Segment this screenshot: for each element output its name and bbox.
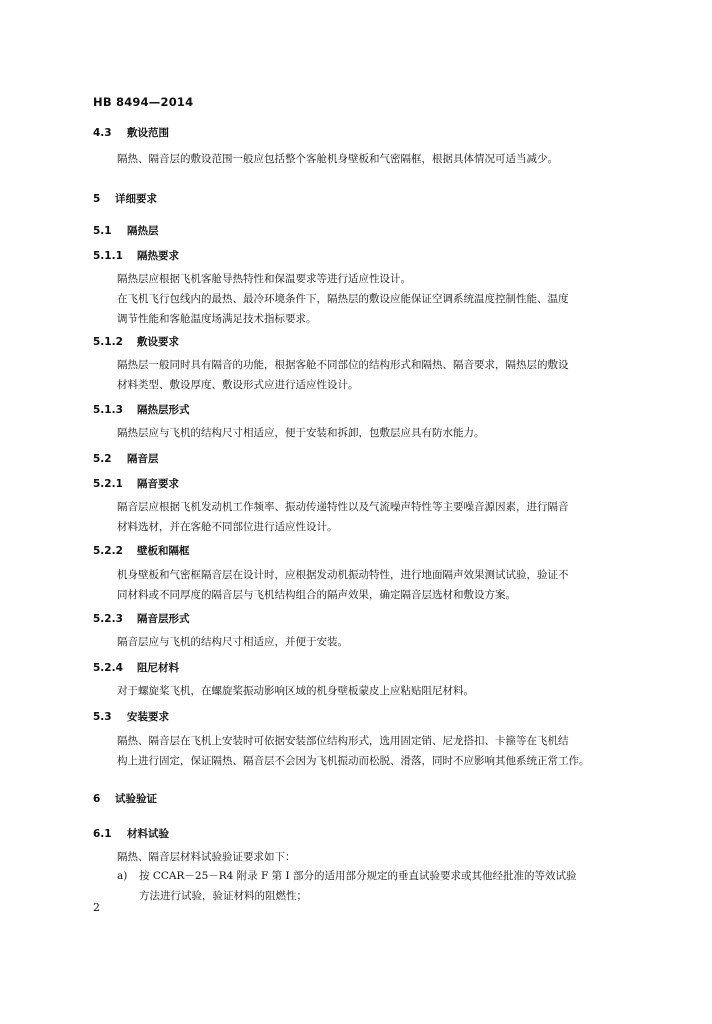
section-number: 5.2: [93, 453, 112, 465]
heading-6-1: [93, 826, 169, 841]
section-title: 隔音要求: [137, 478, 179, 490]
paragraph-line: 机身壁板和气密框隔音层在设计时，应根据发动机振动特性，进行地面隔声效果测试试验，验证不: [117, 569, 569, 581]
section-number: 6.1: [93, 828, 112, 840]
section-number: 6: [93, 793, 101, 805]
heading-5-1-3: [93, 402, 190, 417]
page-number: 2: [93, 901, 100, 914]
section-number: 5.1: [93, 225, 112, 237]
section-number: 5: [93, 193, 101, 205]
paragraph-line: 在飞机飞行包线内的最热、最冷环境条件下，隔热层的敷设应能保证空调系统温度控制性能、温度: [117, 293, 569, 305]
paragraph-line: 调节性能和客舱温度场满足技术指标要求。: [117, 313, 317, 325]
list-item-a: [117, 866, 576, 886]
heading-5-2: [93, 451, 159, 466]
section-title: 隔热层形式: [137, 404, 190, 416]
paragraph-5-1-1-b: [117, 289, 622, 329]
section-number: 5.2.2: [93, 545, 123, 557]
list-item-text: 方法进行试验，验证材料的阻燃性；: [139, 890, 307, 902]
heading-5-3: [93, 709, 169, 724]
paragraph-5-2-4: [117, 681, 622, 701]
section-number: 5.2.1: [93, 478, 123, 490]
heading-5-1: [93, 223, 159, 238]
heading-5: [93, 191, 157, 206]
section-title: 隔音层形式: [137, 613, 190, 625]
section-title: 隔音层: [127, 453, 159, 465]
section-title: 敷设要求: [137, 336, 179, 348]
list-item-a-continued: [139, 886, 307, 906]
section-number: 5.1.2: [93, 336, 123, 348]
paragraph-5-2-3: [117, 632, 622, 652]
section-number: 5.3: [93, 711, 112, 723]
section-title: 详细要求: [115, 193, 157, 205]
section-number: 5.1.3: [93, 404, 123, 416]
paragraph-5-1-3: [117, 423, 622, 443]
section-number: 4.3: [93, 127, 112, 139]
section-title: 试验验证: [115, 793, 157, 805]
section-title: 敷设范围: [127, 127, 169, 139]
paragraph-6-1: [117, 847, 622, 867]
paragraph-5-2-2: [117, 565, 622, 605]
section-title: 阻尼材料: [137, 662, 179, 674]
section-title: 安装要求: [127, 711, 169, 723]
list-item-text: 按 CCAR－25－R4 附录 F 第 I 部分的适用部分规定的垂直试验要求或其他经批准的等效试验: [139, 870, 577, 882]
paragraph-line: 构上进行固定，保证隔热、隔音层不会因为飞机振动而松脱、滑落，同时不应影响其他系统正常工作。: [117, 755, 590, 767]
standard-code-header: HB 8494—2014: [93, 95, 194, 109]
heading-5-1-1: [93, 248, 179, 263]
list-marker: a): [117, 870, 128, 882]
paragraph-line: 材料选材，并在客舱不同部位进行适应性设计。: [117, 521, 338, 533]
paragraph-line: 材料类型、敷设厚度、敷设形式应进行适应性设计。: [117, 379, 359, 391]
paragraph-line: 隔音层应与飞机的结构尺寸相适应，并便于安装。: [117, 636, 348, 648]
paragraph-line: 隔热层应根据飞机客舱导热特性和保温要求等进行适应性设计。: [117, 273, 411, 285]
section-number: 5.2.4: [93, 662, 123, 674]
paragraph-line: 隔热层一般同时具有隔音的功能，根据客舱不同部位的结构形式和隔热、隔音要求，隔热层的敷设: [117, 359, 569, 371]
paragraph-5-1-2: [117, 355, 622, 395]
paragraph-5-2-1: [117, 497, 622, 537]
section-title: 材料试验: [127, 828, 169, 840]
paragraph-line: 隔音层应根据飞机发动机工作频率、振动传递特性以及气流噪声特性等主要噪音源因素，进行隔音: [117, 501, 569, 513]
paragraph-line: 隔热、隔音层在飞机上安装时可依据安装部位结构形式，选用固定销、尼龙搭扣、卡箍等在飞机结: [117, 735, 569, 747]
section-number: 5.2.3: [93, 613, 123, 625]
heading-5-2-2: [93, 543, 190, 558]
section-title: 隔热要求: [137, 250, 179, 262]
paragraph-5-3: [117, 731, 622, 771]
heading-5-1-2: [93, 334, 179, 349]
heading-6: [93, 791, 157, 806]
heading-5-2-4: [93, 660, 179, 675]
heading-4-3: [93, 125, 169, 140]
paragraph-line: 对于螺旋桨飞机，在螺旋桨振动影响区域的机身壁板蒙皮上应粘贴阻尼材料。: [117, 685, 474, 697]
heading-5-2-1: [93, 476, 179, 491]
paragraph-4-3: [117, 149, 622, 169]
heading-5-2-3: [93, 611, 190, 626]
section-title: 壁板和隔框: [137, 545, 190, 557]
paragraph-line: 隔热、隔音层的敷设范围一般应包括整个客舱机身壁板和气密隔框，根据具体情况可适当减少。: [117, 153, 558, 165]
section-number: 5.1.1: [93, 250, 123, 262]
section-title: 隔热层: [127, 225, 159, 237]
paragraph-line: 同材料或不同厚度的隔音层与飞机结构组合的隔声效果，确定隔音层选材和敷设方案。: [117, 589, 516, 601]
paragraph-5-1-1: [117, 269, 622, 289]
paragraph-line: 隔热层应与飞机的结构尺寸相适应，便于安装和拆卸，包敷层应具有防水能力。: [117, 427, 485, 439]
paragraph-line: 隔热、隔音层材料试验验证要求如下：: [117, 851, 296, 863]
